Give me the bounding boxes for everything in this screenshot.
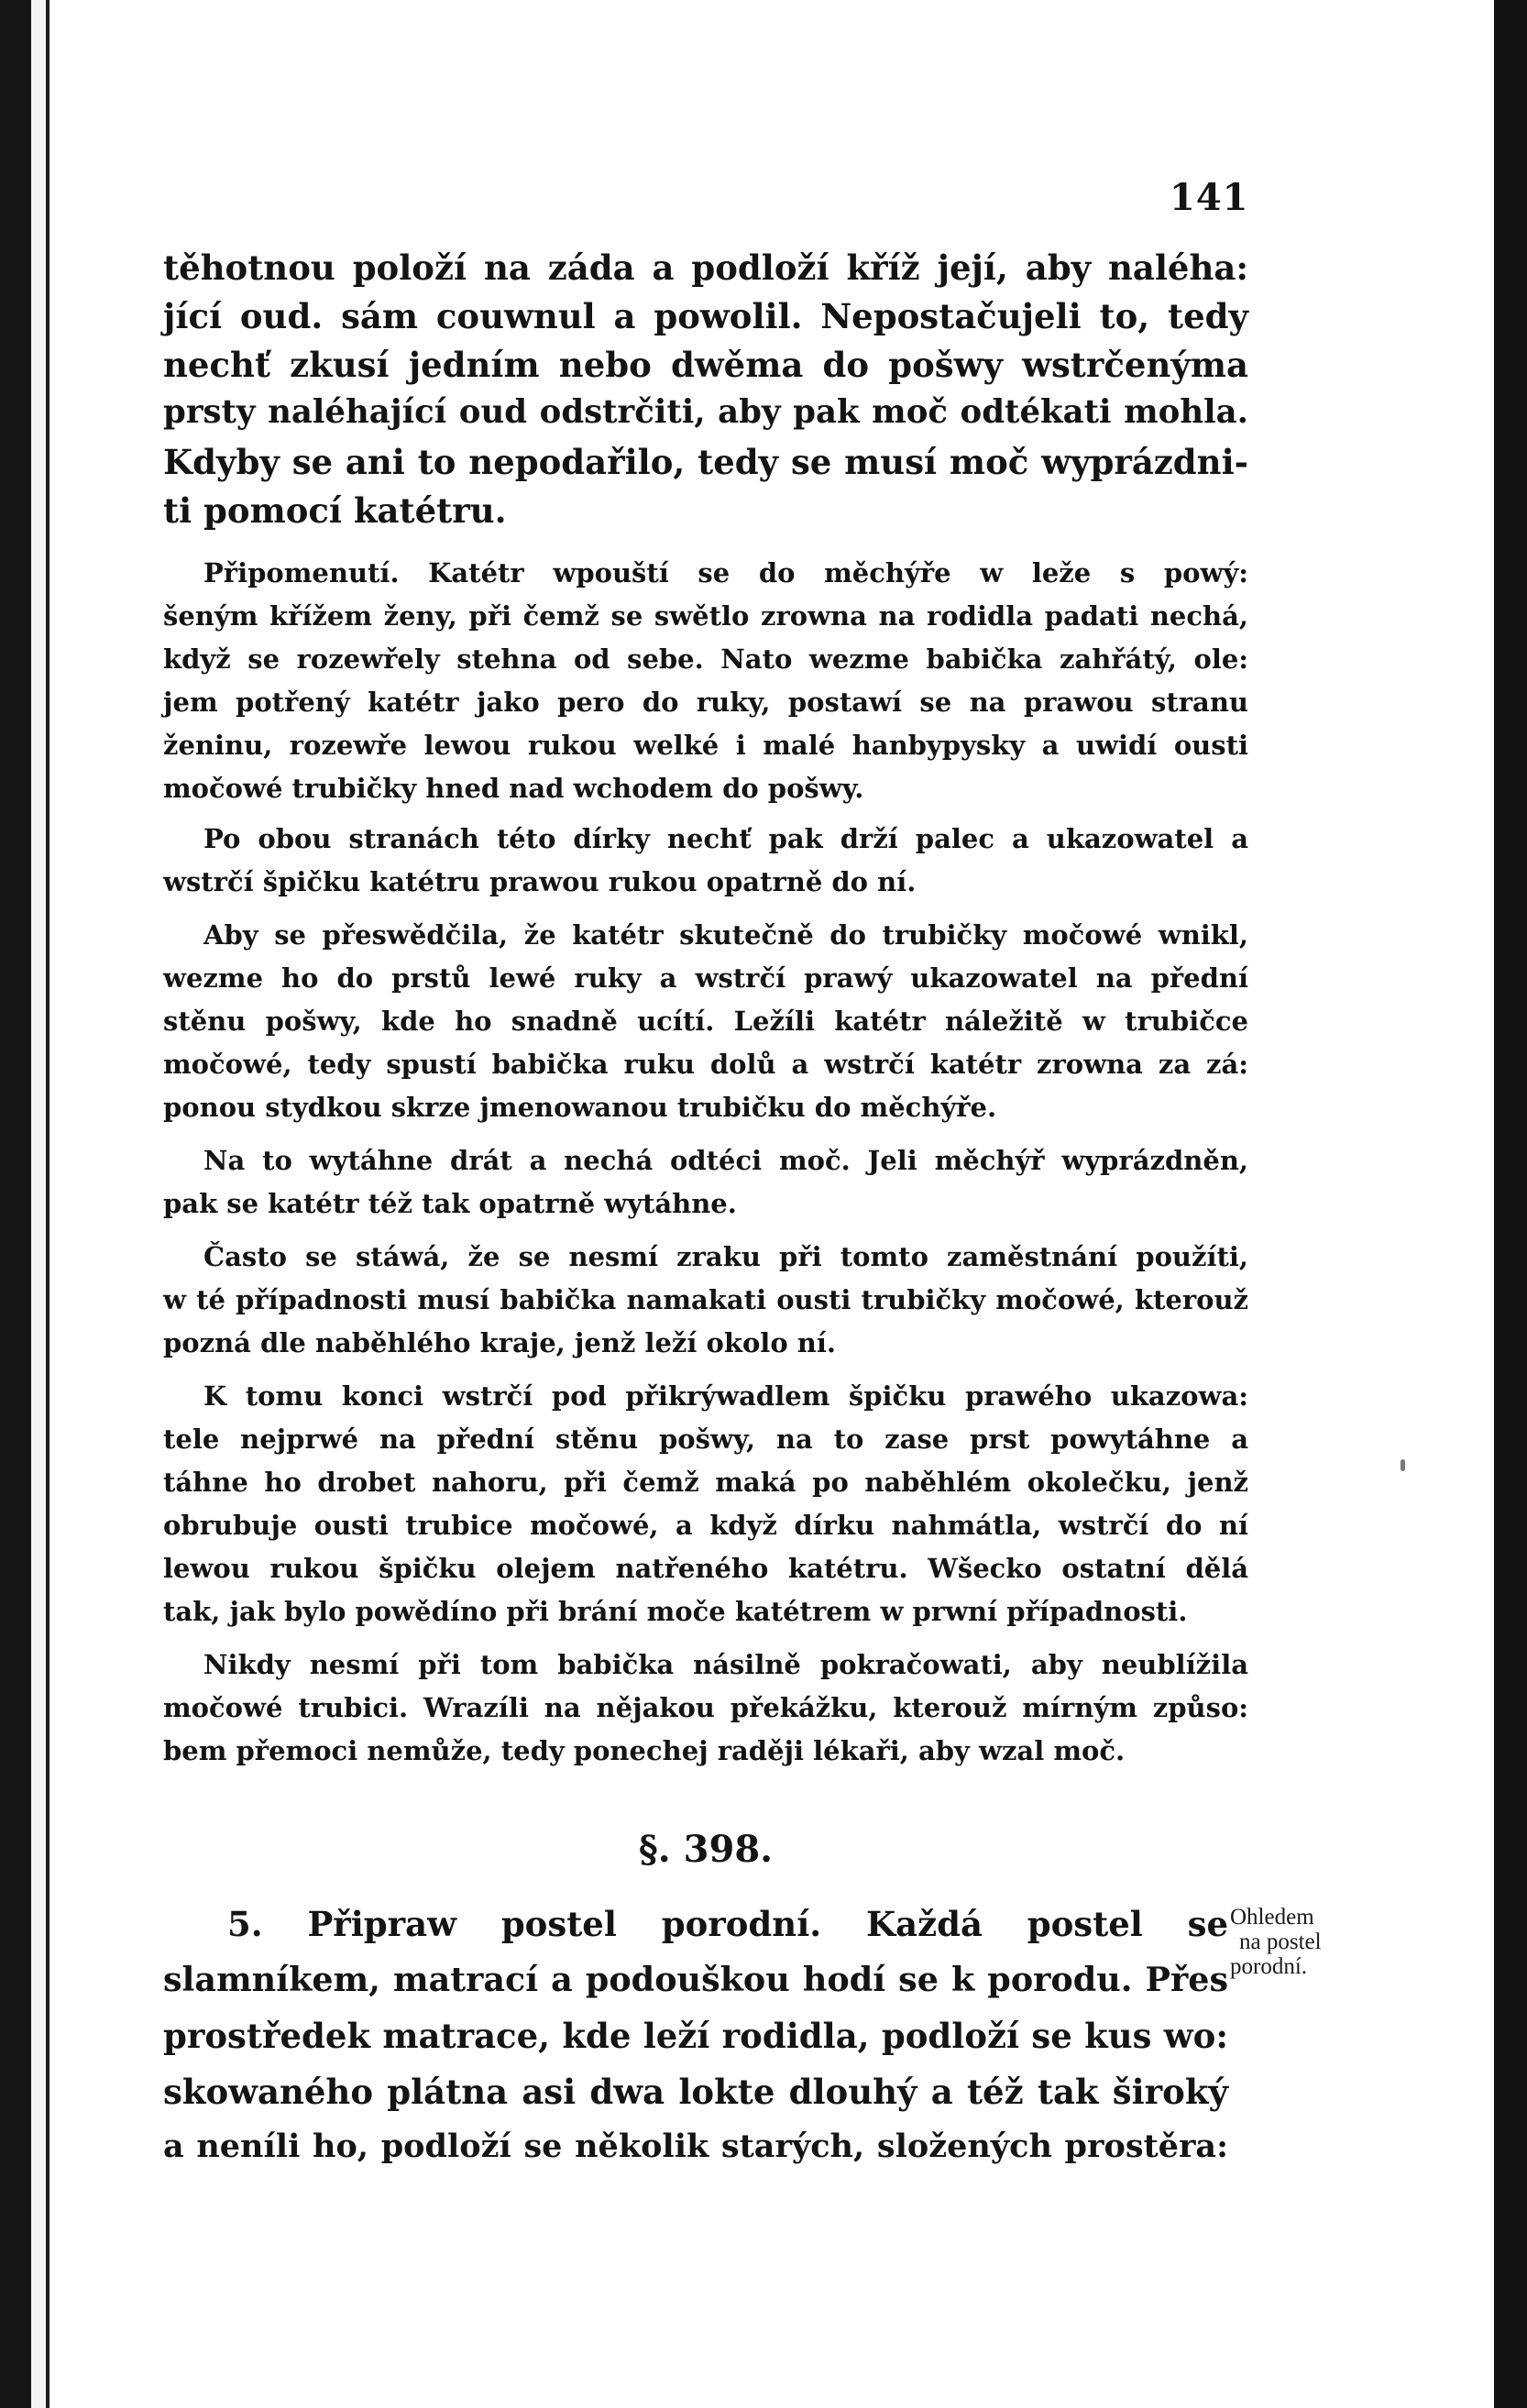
note-line: Po obou stranách této dírky nechť pak drží palec a ukazowatel a	[203, 823, 1248, 854]
note-line: pak se katétr též tak opatrně wytáhne.	[163, 1188, 737, 1219]
note-line: močowé, tedy spustí babička ruku dolů a wstrčí katétr zrowna za zá:	[163, 1049, 1248, 1080]
note-line: w té případnosti musí babička namakati ousti trubičky močowé, kterouž	[163, 1284, 1248, 1315]
note-line: táhne ho drobet nahoru, při čemž maká po naběhlém okolečku, jenž	[163, 1467, 1248, 1498]
section-heading: §. 398.	[638, 1828, 774, 1871]
note-line: Často se stáwá, že se nesmí zraku při tomto zaměstnání použíti,	[203, 1241, 1248, 1272]
note-line: pozná dle naběhlého kraje, jenž leží okolo ní.	[163, 1327, 836, 1358]
note-line: močowé trubičky hned nad wchodem do pošwy.	[163, 773, 864, 804]
text-line: 5. Připraw postel porodní. Každá postel se	[227, 1904, 1228, 1944]
margin-note-line: Ohledem	[1230, 1905, 1314, 1930]
text-line: nechť zkusí jedním nebo dwěma do pošwy wstrčenýma	[163, 345, 1248, 385]
scan-left-margin	[31, 0, 46, 2408]
note-line: Na to wytáhne drát a nechá odtéci moč. Jeli měchýř wyprázdněn,	[203, 1145, 1248, 1176]
page-edge-line	[46, 0, 49, 2408]
note-line: šeným křížem ženy, při čemž se swětlo zrowna na rodidla padati nechá,	[163, 600, 1248, 632]
note-line: Aby se přeswědčila, že katétr skutečně do trubičky močowé wnikl,	[203, 919, 1248, 951]
text-line: jící oud. sám couwnul a powolil. Nepostačujeli to, tedy	[163, 296, 1248, 336]
note-line: obrubuje ousti trubice močowé, a když dírku nahmátla, wstrčí do ní	[163, 1510, 1248, 1541]
note-line: wstrčí špičku katétru prawou rukou opatrně do ní.	[163, 866, 917, 897]
page-number: 141	[1170, 176, 1249, 219]
note-line: stěnu pošwy, kde ho snadně ucítí. Ležíli katétr náležitě w trubičce	[163, 1006, 1248, 1037]
margin-note-line: porodní.	[1230, 1954, 1308, 1979]
note-line: bem přemoci nemůže, tedy ponechej raději lékaři, aby wzal moč.	[163, 1735, 1126, 1766]
text-line: prsty naléhající oud odstrčiti, aby pak moč odtékati mohla.	[163, 393, 1248, 431]
margin-note-line: na postel	[1239, 1930, 1322, 1954]
note-line: tak, jak bylo powědíno při brání moče katétrem w prwní případnosti.	[163, 1596, 1188, 1627]
note-line: Nikdy nesmí při tom babička násilně pokračowati, aby neublížila	[203, 1649, 1248, 1680]
text-line: slamníkem, matrací a podouškou hodí se k porodu. Přes	[163, 1960, 1228, 1999]
text-line: Kdyby se ani to nepodařilo, tedy se musí moč wyprázdni-	[163, 442, 1248, 482]
scan-left-border	[0, 0, 31, 2408]
note-line: jem potřený katétr jako pero do ruky, postawí se na prawou stranu	[163, 687, 1248, 718]
scan-speck	[1401, 1459, 1405, 1471]
note-line: wezme ho do prstů lewé ruky a wstrčí prawý ukazowatel na přední	[163, 962, 1248, 994]
note-line: když se rozewřely stehna od sebe. Nato wezme babička zahřátý, ole:	[163, 643, 1248, 675]
note-line: lewou rukou špičku olejem natřeného katétru. Wšecko ostatní dělá	[163, 1553, 1248, 1584]
text-line: a neníli ho, podloží se několik starých, složených prostěra:	[163, 2128, 1228, 2165]
text-line: ti pomocí katétru.	[163, 490, 507, 531]
note-line: Připomenutí. Katétr wpouští se do měchýře w leže s powý:	[203, 557, 1248, 588]
scan-right-border	[1494, 0, 1527, 2408]
note-line: K tomu konci wstrčí pod přikrýwadlem špičku prawého ukazowa:	[203, 1380, 1248, 1412]
note-line: ženinu, rozewře lewou rukou welké i malé hanbypysky a uwidí ousti	[163, 730, 1248, 761]
note-line: tele nejprwé na přední stěnu pošwy, na to zase prst powytáhne a	[163, 1424, 1248, 1455]
text-line: prostředek matrace, kde leží rodidla, podloží se kus wo:	[163, 2016, 1228, 2056]
text-line: skowaného plátna asi dwa lokte dlouhý a též tak široký	[163, 2072, 1228, 2112]
note-line: ponou stydkou skrze jmenowanou trubičku do měchýře.	[163, 1092, 997, 1123]
text-line: těhotnou položí na záda a podloží kříž její, aby naléha:	[163, 247, 1248, 288]
note-line: močowé trubici. Wrazíli na nějakou překážku, kterouž mírným způso:	[163, 1692, 1248, 1723]
